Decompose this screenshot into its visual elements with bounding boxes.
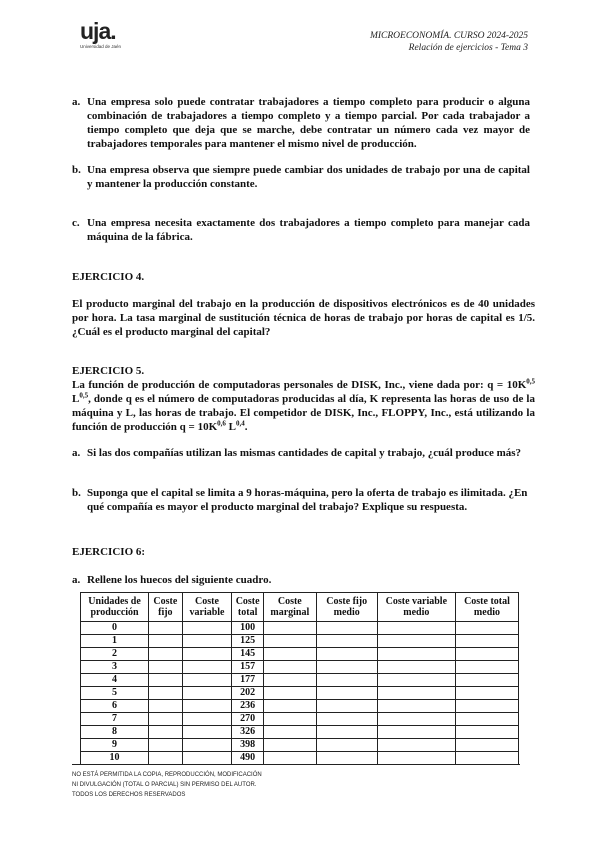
ex5-text-part: L (72, 393, 80, 405)
column-header: Coste variable medio (377, 593, 455, 622)
empty-cell (263, 739, 316, 752)
column-header: Coste total medio (455, 593, 518, 622)
course-title: MICROECONOMÍA. CURSO 2024-2025 (369, 31, 528, 41)
empty-cell (182, 739, 232, 752)
exercise-4-title: EJERCICIO 4. (72, 271, 145, 283)
item-text: Una empresa solo puede contratar trabajadores a tiempo completo para producir o alguna combinación de trabajadores a tiempo completo y a tiempo parcial. Por cada trabajador a tiempo completo que deja que se marche, debe contratar un número cada vez mayor de trabajadores temporales para mantener el mismo nivel de producción. (87, 96, 530, 150)
item-label: c. (72, 217, 80, 229)
empty-cell (316, 739, 377, 752)
empty-cell (182, 687, 232, 700)
column-header: Unidades de producción (81, 593, 149, 622)
empty-cell (263, 674, 316, 687)
table-row (81, 713, 519, 726)
empty-cell (455, 726, 518, 739)
total-cost-cell: 125 (232, 635, 264, 648)
footer-line: NI DIVULGACIÓN (TOTAL O PARCIAL) SIN PERMISO DEL AUTOR. (72, 782, 257, 788)
empty-cell (182, 726, 232, 739)
units-cell: 4 (81, 674, 149, 687)
empty-cell (182, 752, 232, 765)
empty-cell (263, 687, 316, 700)
exercise-4-text: El producto marginal del trabajo en la producción de dispositivos electrónicos es de 40 unidades por hora. La tasa marginal de sustitución técnica de horas de trabajo por horas de capital es 1/5. ¿Cuál es el producto marginal del capital? (72, 298, 535, 338)
units-cell: 6 (81, 700, 149, 713)
item-text: Suponga que el capital se limita a 9 horas-máquina, pero la oferta de trabajo es ilimitada. ¿En qué compañía es mayor el producto marginal del trabajo? Explique su respuesta. (87, 487, 528, 513)
empty-cell (455, 622, 518, 635)
ex5-item-a (72, 446, 530, 460)
total-cost-cell: 326 (232, 726, 264, 739)
item-label: b. (72, 487, 81, 499)
column-header: Coste fijo (149, 593, 183, 622)
empty-cell (316, 622, 377, 635)
table-row (81, 674, 519, 687)
empty-cell (377, 648, 455, 661)
empty-cell (263, 648, 316, 661)
total-cost-cell: 398 (232, 739, 264, 752)
empty-cell (149, 713, 183, 726)
ex5-text-part: La función de producción de computadoras personales de DISK, Inc., viene dada por: q = (72, 379, 504, 391)
empty-cell (377, 726, 455, 739)
table-row (81, 726, 519, 739)
item-label: a. (72, 574, 81, 586)
empty-cell (149, 739, 183, 752)
item-text: Rellene los huecos del siguiente cuadro. (87, 574, 272, 586)
empty-cell (316, 713, 377, 726)
total-cost-cell: 236 (232, 700, 264, 713)
empty-cell (377, 622, 455, 635)
total-cost-cell: 270 (232, 713, 264, 726)
table-row (81, 648, 519, 661)
exponent: 0,4 (235, 419, 245, 428)
exercise-6-title: EJERCICIO 6: (72, 546, 146, 558)
empty-cell (182, 674, 232, 687)
column-header: Coste marginal (263, 593, 316, 622)
empty-cell (149, 674, 183, 687)
empty-cell (377, 739, 455, 752)
total-cost-cell: 100 (232, 622, 264, 635)
empty-cell (455, 635, 518, 648)
exponent: 0,6 (217, 419, 226, 428)
total-cost-cell: 145 (232, 648, 264, 661)
units-cell: 2 (81, 648, 149, 661)
empty-cell (455, 661, 518, 674)
university-logo (80, 20, 121, 49)
empty-cell (263, 700, 316, 713)
empty-cell (377, 635, 455, 648)
empty-cell (149, 622, 183, 635)
cost-table (80, 592, 519, 765)
empty-cell (316, 674, 377, 687)
empty-cell (455, 752, 518, 765)
total-cost-cell: 202 (232, 687, 264, 700)
empty-cell (149, 726, 183, 739)
empty-cell (149, 635, 183, 648)
empty-cell (149, 661, 183, 674)
empty-cell (182, 635, 232, 648)
item-label: b. (72, 164, 81, 176)
empty-cell (455, 674, 518, 687)
empty-cell (263, 635, 316, 648)
item-text: Una empresa necesita exactamente dos trabajadores a tiempo completo para manejar cada máquina de la fábrica. (87, 217, 530, 243)
table-row (81, 739, 519, 752)
empty-cell (263, 713, 316, 726)
empty-cell (316, 700, 377, 713)
empty-cell (149, 687, 183, 700)
empty-cell (149, 752, 183, 765)
units-cell: 10 (81, 752, 149, 765)
empty-cell (455, 687, 518, 700)
empty-cell (377, 752, 455, 765)
ex6-item-a (72, 573, 530, 587)
item-a (72, 95, 530, 151)
units-cell: 9 (81, 739, 149, 752)
item-label: a. (72, 447, 81, 459)
table-row (81, 687, 519, 700)
logo-mark: uja. (80, 18, 116, 44)
footer-line: TODOS LOS DERECHOS RESERVADOS (72, 792, 186, 798)
total-cost-cell: 490 (232, 752, 264, 765)
total-cost-cell: 157 (232, 661, 264, 674)
item-label: a. (72, 96, 81, 108)
table-row (81, 700, 519, 713)
item-text: Una empresa observa que siempre puede cambiar dos unidades de trabajo por una de capital y mantener la producción constante. (87, 164, 530, 190)
table-row (81, 622, 519, 635)
ex5-text-part: 10K (506, 379, 527, 391)
empty-cell (377, 700, 455, 713)
ex5-text-part: . (244, 421, 248, 433)
exponent: 0,5 (79, 391, 89, 400)
column-header: Coste total (232, 593, 264, 622)
empty-cell (316, 635, 377, 648)
empty-cell (377, 687, 455, 700)
empty-cell (455, 739, 518, 752)
footer-divider (72, 764, 520, 765)
units-cell: 3 (81, 661, 149, 674)
footer-line: NO ESTÁ PERMITIDA LA COPIA, REPRODUCCIÓN, MODIFICACIÓN (72, 772, 262, 778)
empty-cell (377, 661, 455, 674)
empty-cell (455, 700, 518, 713)
empty-cell (316, 661, 377, 674)
ex5-text-part: L (225, 421, 236, 433)
units-cell: 1 (81, 635, 149, 648)
exercise-5-text (72, 378, 535, 434)
units-cell: 8 (81, 726, 149, 739)
empty-cell (455, 648, 518, 661)
empty-cell (316, 726, 377, 739)
course-subtitle: Relación de ejercicios - Tema 3 (408, 43, 528, 53)
empty-cell (182, 700, 232, 713)
logo-subtitle: Universidad de Jaén (80, 44, 122, 49)
column-header: Coste variable (182, 593, 232, 622)
empty-cell (182, 648, 232, 661)
empty-cell (182, 622, 232, 635)
item-b (72, 163, 530, 191)
ex5-item-b (72, 486, 530, 514)
empty-cell (182, 661, 232, 674)
exponent: 0,5 (526, 377, 535, 386)
table-row (81, 661, 519, 674)
table-header-row (81, 593, 519, 622)
units-cell: 7 (81, 713, 149, 726)
empty-cell (316, 648, 377, 661)
column-header: Coste fijo medio (316, 593, 377, 622)
item-text: Si las dos compañías utilizan las mismas cantidades de capital y trabajo, ¿cuál produce más? (87, 447, 522, 459)
empty-cell (263, 752, 316, 765)
empty-cell (263, 661, 316, 674)
table-row (81, 752, 519, 765)
copyright-notice (72, 770, 262, 800)
exercise-5-title: EJERCICIO 5. (72, 365, 145, 377)
empty-cell (316, 752, 377, 765)
units-cell: 5 (81, 687, 149, 700)
item-c (72, 216, 530, 244)
units-cell: 0 (81, 622, 149, 635)
total-cost-cell: 177 (232, 674, 264, 687)
empty-cell (182, 713, 232, 726)
empty-cell (455, 713, 518, 726)
empty-cell (377, 674, 455, 687)
empty-cell (149, 700, 183, 713)
table-body (81, 622, 519, 765)
empty-cell (149, 648, 183, 661)
page-header (370, 30, 528, 54)
empty-cell (263, 622, 316, 635)
empty-cell (263, 726, 316, 739)
table-row (81, 635, 519, 648)
ex5-text-part: , donde q es el número de computadoras producidas al día, K representa las horas de uso de la máquina y L, las horas de trabajo. El competidor de DISK, Inc., FLOPPY, Inc., está utilizando la función de producción q = 10K (72, 393, 535, 433)
empty-cell (377, 713, 455, 726)
empty-cell (316, 687, 377, 700)
